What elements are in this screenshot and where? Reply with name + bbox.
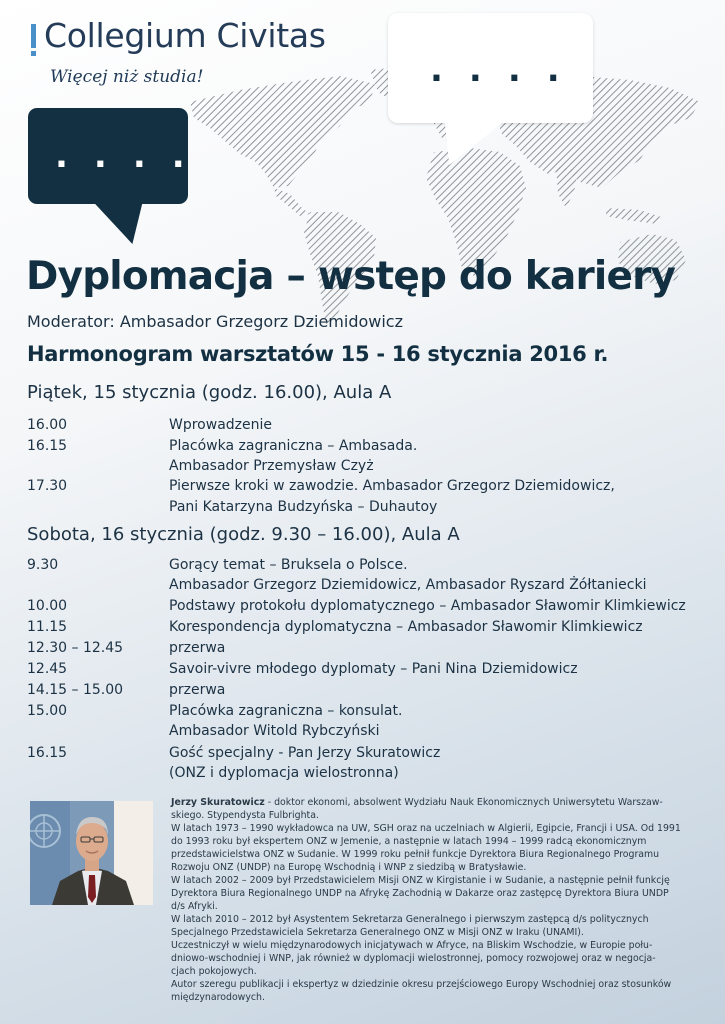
row-desc: (ONZ i dyplomacja wielostronna)	[169, 765, 399, 781]
row-time: 11.15	[27, 619, 68, 635]
day-saturday-title: Sobota, 16 stycznia (godz. 9.30 – 16.00), Aula A	[27, 524, 460, 545]
row-desc: Gorący temat – Bruksela o Polsce.	[169, 557, 408, 573]
row-desc: Gość specjalny - Pan Jerzy Skuratowicz	[169, 745, 441, 761]
bio-line: międzynarodowych.	[171, 992, 265, 1003]
row-time: 16.15	[27, 438, 68, 454]
logo-mark-bar	[31, 24, 36, 48]
row-time: 12.45	[27, 661, 68, 677]
row-time: 14.15 – 15.00	[27, 682, 124, 698]
row-desc: przerwa	[169, 682, 226, 698]
bio-line: W latach 2002 – 2009 był Przedstawicielem Misji ONZ w Kirgistanie i w Sudanie, a następnie pełnił funkcję	[171, 875, 670, 886]
dark-speech-bubble-tail	[90, 198, 161, 244]
bio-line: Autor szeregu publikacji i ekspertyz w dziedzinie okresu przejściowego Europy Wschodniej oraz stosunków	[171, 979, 672, 990]
speaker-bio	[171, 796, 721, 1004]
bio-line: Uczestniczył w wielu międzynarodowych inicjatywach w Afryce, na Bliskim Wschodzie, w Europie połu-	[171, 940, 653, 951]
row-time: 12.30 – 12.45	[27, 640, 124, 656]
north-america-shape	[190, 76, 375, 188]
bio-line: Specjalnego Przedstawiciela Sekretarza Generalnego ONZ w Misji ONZ w Iraku (UNAMI).	[171, 927, 584, 938]
bio-line: przedstawicielstwa ONZ w Sudanie. W 1999 roku pełnił funkcje Dyrektora Biura Regionalnego Programu	[171, 849, 660, 860]
dark-bubble-dots: ....	[55, 136, 211, 176]
speaker-photo	[30, 801, 153, 905]
bio-line: skiego. Stypendysta Fulbrighta.	[171, 810, 319, 821]
row-time: 16.00	[27, 417, 68, 433]
schedule-title: Harmonogram warsztatów 15 - 16 stycznia 2016 r.	[27, 342, 609, 366]
row-desc: Placówka zagraniczna – Ambasada.	[169, 438, 418, 454]
india-shape	[556, 166, 578, 208]
logo-mark-dot	[31, 51, 36, 56]
moderator-line: Moderator: Ambasador Grzegorz Dziemidowicz	[27, 312, 403, 331]
bio-line: d/s Afryki.	[171, 901, 218, 912]
row-time: 15.00	[27, 703, 68, 719]
row-time: 10.00	[27, 598, 68, 614]
row-desc: przerwa	[169, 640, 226, 656]
light-bubble-dots: ....	[430, 50, 586, 90]
bio-name: Jerzy Skuratowicz	[171, 797, 265, 808]
row-desc: Podstawy protokołu dyplomatycznego – Ambasador Sławomir Klimkiewicz	[169, 598, 686, 614]
row-desc: Savoir-vivre młodego dyplomaty – Pani Nina Dziemidowicz	[169, 661, 578, 677]
row-desc: Wprowadzenie	[169, 417, 272, 433]
bio-line: do 1993 roku był ekspertem ONZ w Jemenie, a następnie w latach 1994 – 1999 radcą ekonomicznym	[171, 836, 647, 847]
row-time: 17.30	[27, 478, 68, 494]
row-desc: Ambasador Przemysław Czyż	[169, 458, 374, 474]
day-friday-title: Piątek, 15 stycznia (godz. 16.00), Aula A	[27, 382, 392, 403]
brand-name: Collegium Civitas	[44, 16, 326, 55]
row-time: 9.30	[27, 557, 59, 573]
row-time: 16.15	[27, 745, 68, 761]
bio-line: W latach 1973 – 1990 wykładowca na UW, SGH oraz na uczelniach w Algierii, Egipcie, Francji i USA. Od 1991	[171, 823, 681, 834]
row-desc: Pani Katarzyna Budzyńska – Duhautoy	[169, 499, 438, 515]
bio-line: Jerzy Skuratowicz - doktor ekonomi, absolwent Wydziału Nauk Ekonomicznych Uniwersytetu Warszaw-	[171, 797, 663, 808]
indonesia-shape	[606, 208, 664, 224]
bio-line: dniowo-wschodniej i WNP, jak również w dyplomacji wielostronnej, pomocy rozwojowej oraz w negocja-	[171, 953, 656, 964]
row-desc: Korespondencja dyplomatyczna – Ambasador Sławomir Klimkiewicz	[169, 619, 643, 635]
brand-tagline: Więcej niż studia!	[50, 67, 204, 87]
row-desc: Ambasador Grzegorz Dziemidowicz, Ambasador Ryszard Żółtaniecki	[169, 577, 647, 593]
bio-line: Rozwoju ONZ (UNDP) na Europę Wschodnią i WNP z siedzibą w Bratysławie.	[171, 862, 527, 873]
page-title: Dyplomacja – wstęp do kariery	[26, 254, 676, 299]
bio-line: W latach 2010 – 2012 był Asystentem Sekretarza Generalnego i pierwszym zastępcą d/s politycznych	[171, 914, 649, 925]
row-desc: Placówka zagraniczna – konsulat.	[169, 703, 403, 719]
row-desc: Ambasador Witold Rybczyński	[169, 723, 380, 739]
central-america-shape	[274, 188, 310, 216]
row-desc: Pierwsze kroki w zawodzie. Ambasador Grzegorz Dziemidowicz,	[169, 478, 615, 494]
bio-line: Dyrektora Biura Regionalnego UNDP na Afrykę Zachodnią w Dakarze oraz zastępcę Dyrektora Biura UNDP	[171, 888, 669, 899]
bio-line: cjach pokojowych.	[171, 966, 257, 977]
